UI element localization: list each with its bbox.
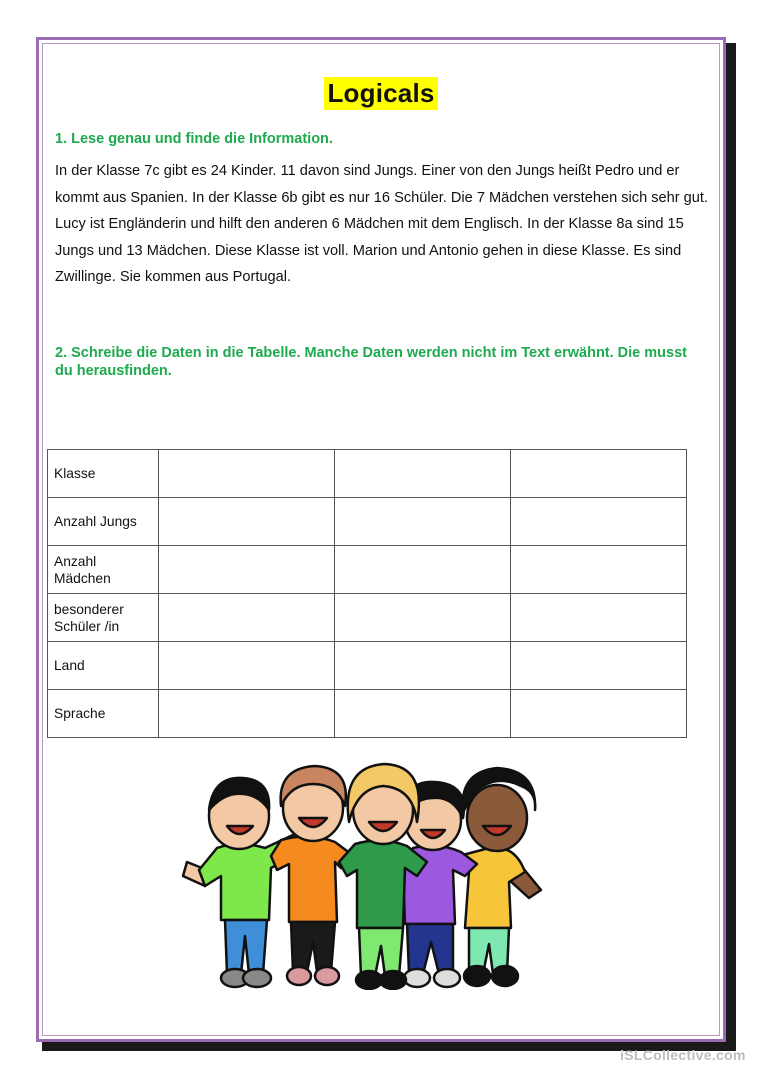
task-2-instruction: 2. Schreibe die Daten in die Tabelle. Manche Daten werden nicht im Text erwähnt. Die musst du herausfinden. [55, 345, 687, 379]
worksheet-title: Logicals [324, 77, 437, 110]
row-label: Anzahl Jungs [48, 498, 159, 546]
row-label: Land [48, 642, 159, 690]
table-row [48, 450, 687, 498]
answer-cell[interactable] [335, 546, 511, 594]
reading-paragraph: In der Klasse 7c gibt es 24 Kinder. 11 davon sind Jungs. Einer von den Jungs heißt Pedro und er kommt aus Spanien. In der Klasse 6b gibt es nur 16 Schüler. Die 7 Mädchen verstehen sich sehr gut. Lucy ist Engländerin und hilft den anderen 6 Mädchen mit dem Englisch. In der Klasse 8a sind 15 Jungs und 13 Mädchen. Diese Klasse ist voll. Marion und Antonio gehen in diese Klasse. Es sind Zwillinge. Sie kommen aus Portugal. [55, 163, 709, 285]
answer-cell[interactable] [335, 642, 511, 690]
worksheet-frame [36, 37, 726, 1042]
answer-cell[interactable] [335, 690, 511, 738]
answer-cell[interactable] [159, 546, 335, 594]
row-label: Klasse [48, 450, 159, 498]
data-table [47, 449, 687, 738]
row-label: besonderer Schüler /in [48, 594, 159, 642]
answer-cell[interactable] [511, 594, 687, 642]
kids-group-illustration [177, 752, 579, 990]
kid-orange-shirt [271, 766, 351, 985]
table-row [48, 594, 687, 642]
table-row [48, 546, 687, 594]
answer-cell[interactable] [335, 594, 511, 642]
task-1-instruction: 1. Lese genau und finde die Information. [55, 131, 333, 147]
table-row [48, 642, 687, 690]
row-label: Sprache [48, 690, 159, 738]
title-wrap [39, 77, 723, 110]
table-row [48, 498, 687, 546]
watermark: iSLCollective.com [620, 1047, 746, 1063]
answer-cell[interactable] [159, 642, 335, 690]
kid-yellow-shirt [459, 768, 541, 986]
answer-cell[interactable] [511, 450, 687, 498]
answer-cell[interactable] [335, 450, 511, 498]
answer-cell[interactable] [511, 690, 687, 738]
row-label: Anzahl Mädchen [48, 546, 159, 594]
answer-cell[interactable] [159, 498, 335, 546]
table-row [48, 690, 687, 738]
answer-cell[interactable] [159, 450, 335, 498]
answer-cell[interactable] [159, 690, 335, 738]
answer-cell[interactable] [511, 498, 687, 546]
answer-cell[interactable] [159, 594, 335, 642]
answer-cell[interactable] [335, 498, 511, 546]
answer-cell[interactable] [511, 546, 687, 594]
answer-cell[interactable] [511, 642, 687, 690]
